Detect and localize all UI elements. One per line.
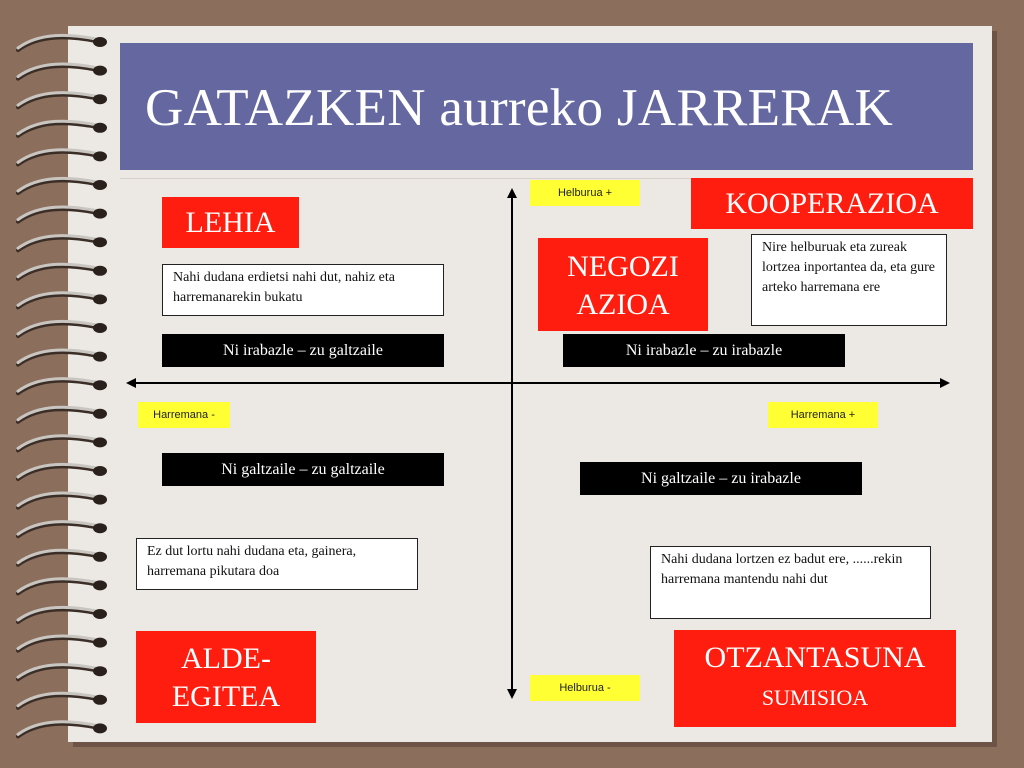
spiral-coil <box>18 93 107 108</box>
spiral-coil <box>18 150 107 165</box>
spiral-coil <box>18 436 107 451</box>
negoziazioa-line-1: NEGOZI <box>567 250 679 283</box>
axis-label-goal-minus: Helburua - <box>530 675 640 701</box>
style-box-kooperazioa: KOOPERAZIOA <box>691 178 973 229</box>
spiral-coil <box>18 550 107 565</box>
spiral-coil <box>18 607 107 622</box>
spiral-coil <box>18 407 107 422</box>
negoziazioa-line-2: AZIOA <box>576 288 670 321</box>
description-kooperazioa: Nire helburuak eta zureak lortzea inportantea da, eta gure arteko harremana ere <box>751 234 947 326</box>
description-alde-egitea: Ez dut lortu nahi dudana eta, gainera, harremana pikutara doa <box>136 538 418 590</box>
spiral-coil <box>18 321 107 336</box>
outcome-win-win: Ni irabazle – zu irabazle <box>563 334 845 367</box>
spiral-binding-icon <box>10 28 110 740</box>
outcome-lose-lose: Ni galtzaile – zu galtzaile <box>162 453 444 486</box>
spiral-coil <box>18 636 107 651</box>
spiral-coil <box>18 493 107 508</box>
spiral-coil <box>18 207 107 222</box>
description-lehia: Nahi dudana erdietsi nahi dut, nahiz eta harremanarekin bukatu <box>162 264 444 316</box>
style-box-lehia: LEHIA <box>162 197 299 248</box>
spiral-coil <box>18 464 107 479</box>
outcome-lose-win: Ni galtzaile – zu irabazle <box>580 462 862 495</box>
style-box-alde-egitea <box>136 631 316 723</box>
spiral-coil <box>18 379 107 394</box>
alde-egitea-line-2: EGITEA <box>171 680 281 713</box>
description-otzantasuna: Nahi dudana lortzen ez badut ere, ......rekin harremana mantendu nahi dut <box>650 546 931 619</box>
spiral-coil <box>18 522 107 537</box>
axis-label-goal-plus: Helburua + <box>530 180 640 206</box>
spiral-coil <box>18 121 107 136</box>
spiral-coil <box>18 693 107 708</box>
spiral-coil <box>18 579 107 594</box>
sumisioa-label: SUMISIOA <box>761 685 869 710</box>
outcome-win-lose: Ni irabazle – zu galtzaile <box>162 334 444 367</box>
slide-title: GATAZKEN aurreko JARRERAK <box>145 79 894 137</box>
spiral-coil <box>18 64 107 79</box>
style-box-otzantasuna <box>674 630 956 727</box>
otzantasuna-label: OTZANTASUNA <box>704 641 926 674</box>
spiral-coil <box>18 236 107 251</box>
spiral-coil <box>18 178 107 193</box>
spiral-coil <box>18 264 107 279</box>
spiral-coil <box>18 35 107 50</box>
spiral-coil <box>18 350 107 365</box>
style-box-negoziazioa <box>538 238 708 331</box>
axis-label-relation-plus: Harremana + <box>768 402 878 428</box>
axis-label-relation-minus: Harremana - <box>138 402 230 428</box>
spiral-coil <box>18 665 107 680</box>
spiral-coil <box>18 722 107 737</box>
spiral-coil <box>18 293 107 308</box>
alde-egitea-line-1: ALDE- <box>181 642 271 675</box>
